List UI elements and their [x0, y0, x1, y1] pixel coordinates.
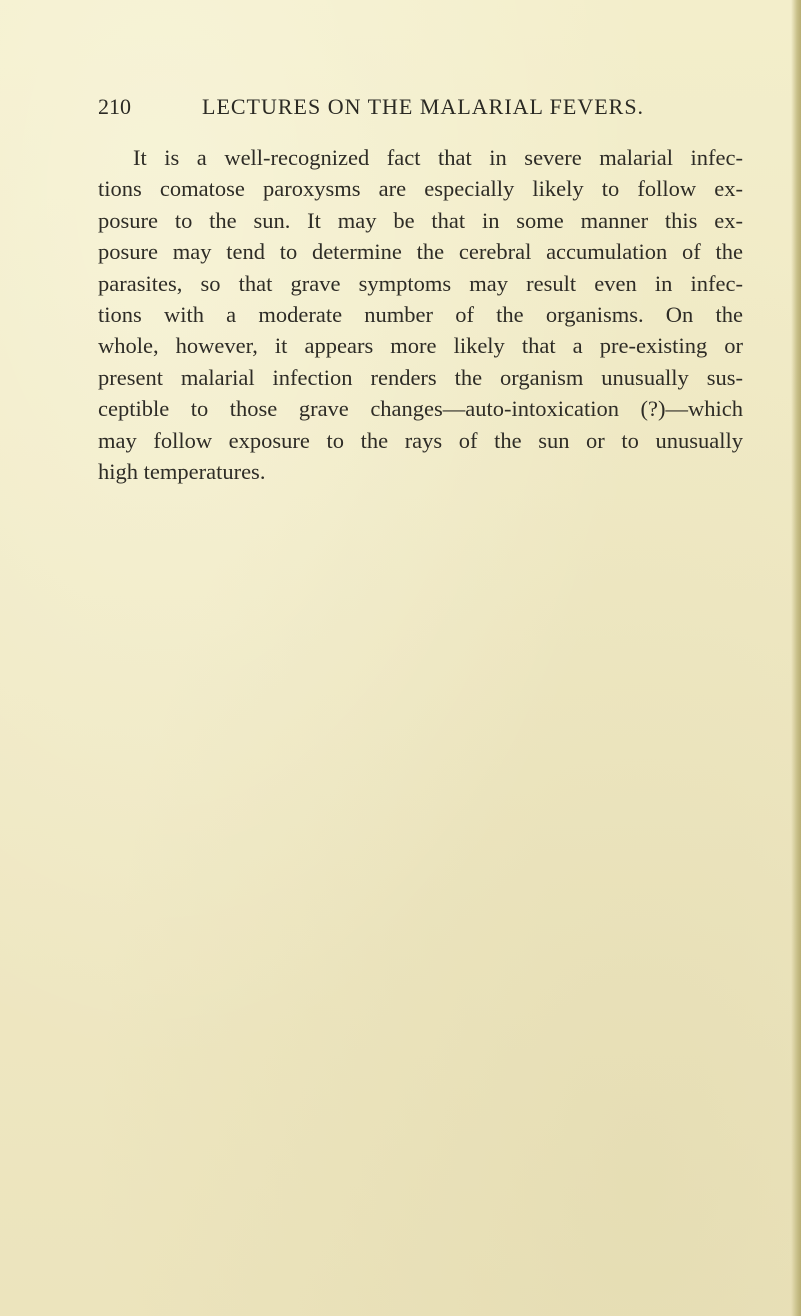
text-line: present malarial infection renders the organism unusually sus-	[98, 364, 743, 390]
text-line: may follow exposure to the rays of the sun or to unusually	[98, 427, 743, 453]
running-head	[98, 92, 738, 122]
text-line: posure may tend to determine the cerebral accumulation of the	[98, 239, 743, 265]
text-line: whole, however, it appears more likely that a pre-existing or	[98, 333, 743, 359]
page-edge-shadow	[791, 0, 801, 1316]
body-paragraph	[98, 142, 743, 487]
page-number: 210	[98, 94, 131, 119]
text-line: ceptible to those grave changes—auto-intoxication (?)—which	[98, 396, 743, 422]
text-line: posure to the sun. It may be that in some manner this ex-	[98, 207, 743, 233]
text-line: It is a well-recognized fact that in severe malarial infec-	[133, 145, 743, 170]
running-title: LECTURES ON THE MALARIAL FEVERS.	[202, 94, 645, 119]
text-line: tions comatose paroxysms are especially likely to follow ex-	[98, 176, 743, 202]
text-line: tions with a moderate number of the organisms. On the	[98, 301, 743, 327]
text-line: parasites, so that grave symptoms may result even in infec-	[98, 270, 743, 296]
text-line: high temperatures.	[98, 458, 266, 484]
